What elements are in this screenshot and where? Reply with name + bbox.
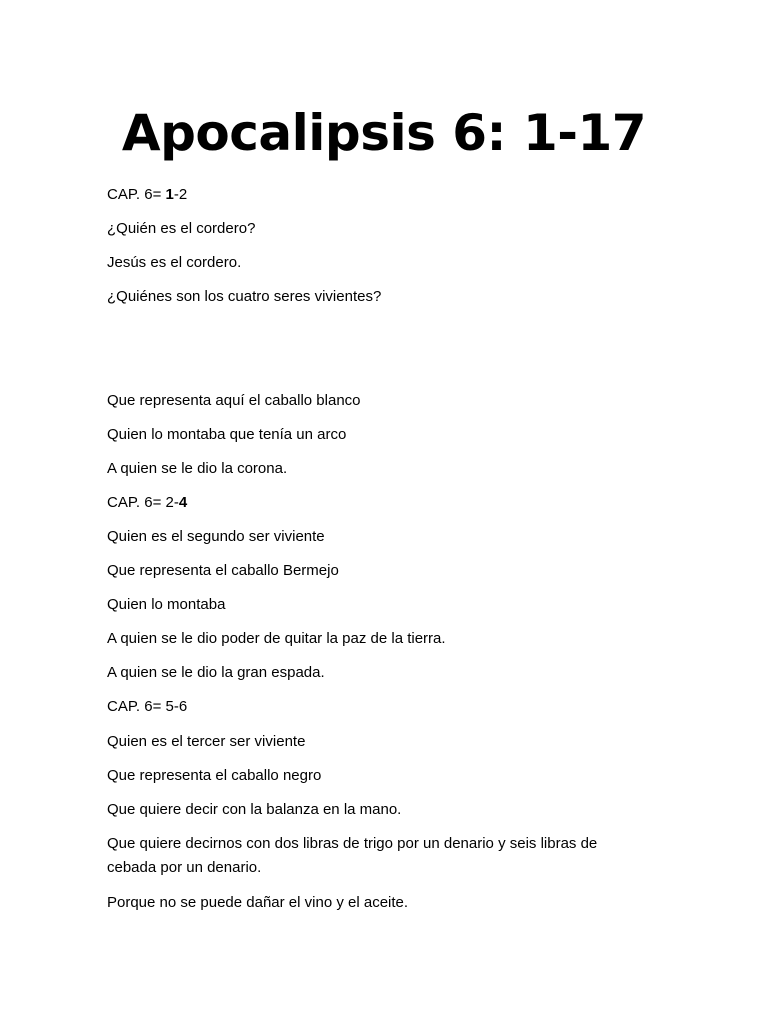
chapter-verse-rest: -2 <box>173 186 188 203</box>
question-line: Que quiere decir con la balanza en la mano. <box>107 801 402 818</box>
question-line: Que representa aquí el caballo blanco <box>107 392 361 409</box>
question-line: ¿Quiénes son los cuatro seres vivientes? <box>107 288 382 305</box>
question-line: Quien es el tercer ser viviente <box>107 733 306 750</box>
chapter-verse-end: 4 <box>178 494 188 511</box>
chapter-heading-1 <box>107 184 667 206</box>
question-line: Que quiere decirnos con dos libras de trigo por un denario y seis libras de cebada por un denario. <box>107 835 598 876</box>
question-line: Quien es el segundo ser viviente <box>107 528 325 545</box>
question-line: Quien lo montaba <box>107 596 226 613</box>
chapter-prefix: CAP. 6= <box>107 494 166 511</box>
chapter-verse-start: 2- <box>165 494 179 511</box>
question-line: A quien se le dio la gran espada. <box>107 664 325 681</box>
chapter-heading-2 <box>107 492 667 514</box>
question-line: A quien se le dio la corona. <box>107 460 288 477</box>
question-line: Que representa el caballo Bermejo <box>107 562 339 579</box>
question-line: A quien se le dio poder de quitar la paz de la tierra. <box>107 630 446 647</box>
answer-line: Jesús es el cordero. <box>107 254 242 271</box>
document-title: Apocalipsis 6: 1-17 <box>121 104 647 162</box>
chapter-heading-3: CAP. 6= 5-6 <box>107 698 188 715</box>
question-line: Que representa el caballo negro <box>107 767 322 784</box>
question-line: Quien lo montaba que tenía un arco <box>107 426 347 443</box>
chapter-verse-start: 1 <box>165 186 174 203</box>
chapter-prefix: CAP. 6= <box>107 186 166 203</box>
question-line: ¿Quién es el cordero? <box>107 220 256 237</box>
question-line: Porque no se puede dañar el vino y el aceite. <box>107 894 409 911</box>
